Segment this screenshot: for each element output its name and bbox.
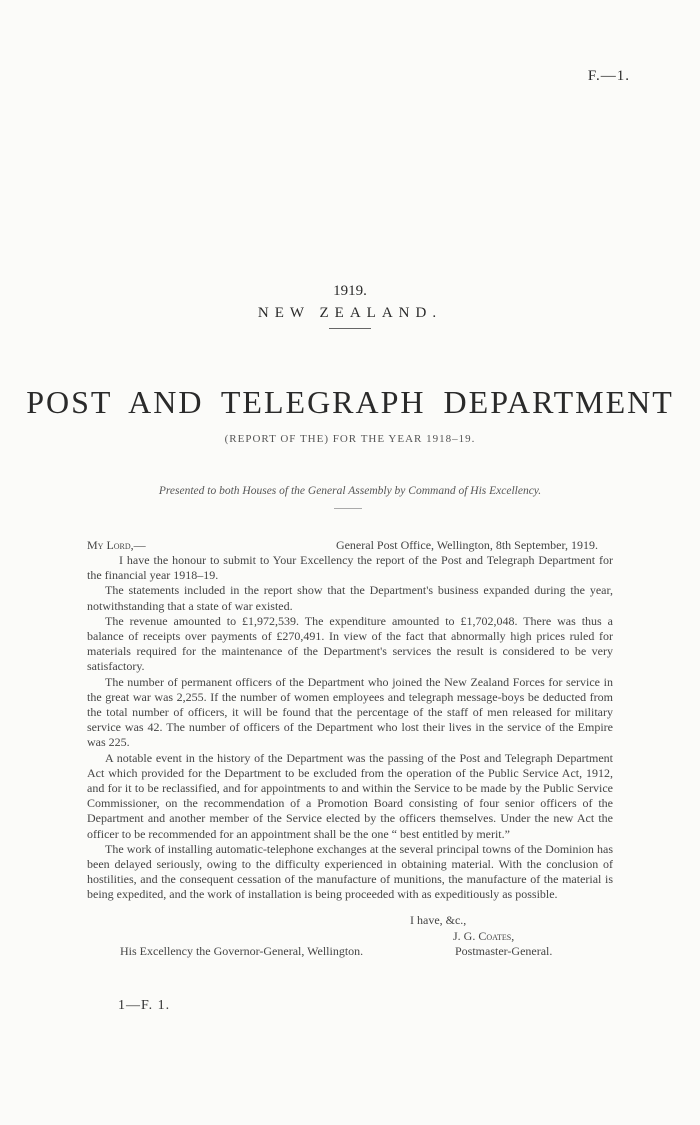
- signatory-name: J. G. Coates,: [453, 929, 515, 943]
- paragraph: A notable event in the history of the Department was the passing of the Post and Telegraph Department Act which provided for the Department to be excluded from the operation of the Public Service Act, 1912, and for it to be reclassified, and for appointments to and within the Service to be made by the Public Service Commissioner, on the recommendation of a Promotion Board consisting of four senior officers of the Department and another member of the Service elected by the officers themselves. Under the new Act the officer to be recommended for an appointment shall be the one “ best entitled by merit.”: [87, 750, 613, 841]
- signatory-title: Postmaster-General.: [455, 944, 553, 958]
- document-reference: F.—1.: [587, 68, 630, 84]
- letter-body: [87, 553, 613, 903]
- paragraph: The statements included in the report show that the Department's business expanded during the year, notwithstanding that a state of war existed.: [87, 583, 613, 613]
- salutation-text: My Lord,—: [87, 538, 146, 552]
- report-title: POST AND TELEGRAPH DEPARTMENT: [26, 384, 674, 420]
- report-subtitle: (REPORT OF THE) FOR THE YEAR 1918–19.: [224, 433, 476, 445]
- letter-salutation: [87, 538, 146, 553]
- report-year: 1919.: [333, 283, 367, 299]
- paragraph: The number of permanent officers of the Department who joined the New Zealand Forces for service in the great war was 2,255. If the number of women employees and telegraph message-boys be deducted from the total number of officers, it will be found that the percentage of the staff of men released for military service was 42. The number of officers of the Department who lost their lives in the service of the Empire was 225.: [87, 674, 613, 750]
- paragraph: The work of installing automatic-telephone exchanges at the several principal towns of the Dominion has been delayed seriously, owing to the difficulty experienced in obtaining material. With the conclusion of hostilities, and the consequent cessation of the manufacture of munitions, the manufacture of the material is being expedited, and the work of installation is being proceeded with as expeditiously as possible.: [87, 841, 613, 902]
- letter-closing: I have, &c.,: [410, 913, 467, 927]
- divider-rule-small: [334, 508, 362, 509]
- country-name: NEW ZEALAND.: [257, 305, 443, 321]
- presentation-note: Presented to both Houses of the General Assembly by Command of His Excellency.: [158, 485, 542, 497]
- paragraph: The revenue amounted to £1,972,539. The expenditure amounted to £1,702,048. There was thus a balance of receipts over payments of £270,491. In view of the fact that abnormally high prices ruled for materials required for the maintenance of the Department's services the result is considered to be very satisfactory.: [87, 613, 613, 674]
- letter-dateline: General Post Office, Wellington, 8th September, 1919.: [335, 538, 598, 552]
- addressee: His Excellency the Governor-General, Wellington.: [120, 944, 364, 958]
- divider-rule: [329, 328, 371, 329]
- footer-reference: 1—F. 1.: [118, 998, 171, 1013]
- paragraph: I have the honour to submit to Your Excellency the report of the Post and Telegraph Department for the financial year 1918–19.: [87, 553, 613, 583]
